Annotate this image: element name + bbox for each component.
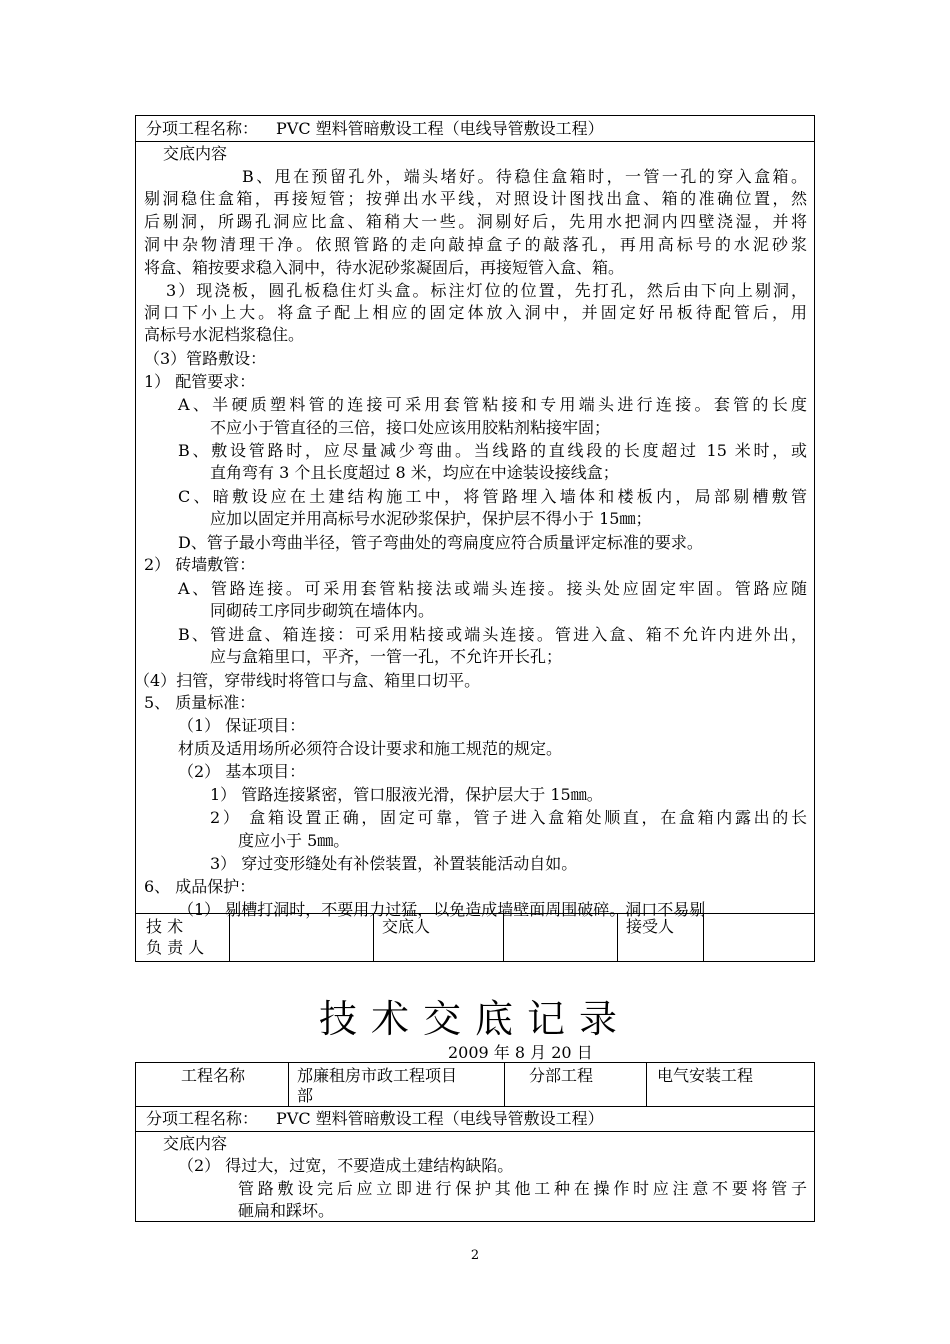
receiver-label: 接受人	[626, 917, 675, 936]
content-line: 2） 砖墙敷管：	[144, 555, 256, 574]
content-line: 洞口下小上大。将盒子配上相应的固定体放入洞中，并固定好吊板待配管后，用	[144, 303, 807, 322]
content-line: A、管路连接。可采用套管粘接法或端头连接。接头处应固定牢固。管路应随	[178, 579, 807, 598]
record-date: 2009 年 8 月 20 日	[448, 1043, 593, 1062]
division-value: 电气安装工程	[657, 1066, 754, 1085]
content-line: 后剔洞，所踢孔洞应比盒、箱稍大一些。洞剔好后，先用水把洞内四壁浇湿，并将	[144, 212, 807, 231]
content-line: 5、 质量标准：	[144, 693, 256, 712]
handover-label: 交底人	[382, 917, 431, 936]
subitem-value: PVC 塑料管暗敷设工程（电线导管敷设工程）	[276, 1109, 604, 1128]
project-value-cell	[288, 1063, 504, 1106]
division-label-cell	[504, 1063, 646, 1106]
signature-row	[136, 914, 814, 961]
content-line: 6、 成品保护：	[144, 877, 256, 896]
content-line: 直角弯有 3 个且长度超过 8 米，均应在中途装设接线盒；	[210, 463, 619, 482]
record-title: 技术交底记录	[318, 997, 631, 1041]
content-line: 2） 盒箱设置正确，固定可靠，管子进入盒箱处顺直，在盒箱内露出的长	[210, 808, 807, 827]
content-line: （4）扫管，穿带线时将管口与盒、箱里口切平。	[134, 671, 481, 690]
content-line: 高标号水泥档浆稳住。	[144, 325, 305, 344]
content-line: B、管进盒、箱连接：可采用粘接或端头连接。管进入盒、箱不允许内进外出，	[178, 625, 807, 644]
content-line: 应与盒箱里口，平齐，一管一孔，不允许开长孔；	[210, 647, 563, 666]
content-line: 3）现浇板，圆孔板稳住灯头盒。标注灯位的位置，先打孔，然后由下向上剔洞，	[166, 281, 807, 300]
content-line: 管路敷设完后应立即进行保护其他工种在操作时应注意不要将管子	[238, 1179, 807, 1198]
content-line: （3）管路敷设：	[144, 349, 267, 368]
content-line: 同砌砖工序同步砌筑在墙体内。	[210, 601, 435, 620]
project-row	[136, 1063, 814, 1107]
content-line: B、甩在预留孔外，端头堵好。待稳住盒箱时，一管一孔的穿入盒箱。	[242, 167, 807, 186]
content-line: 1） 配管要求：	[144, 372, 256, 391]
content-heading: 交底内容	[163, 144, 228, 163]
subitem-row	[136, 1107, 814, 1132]
project-label: 工程名称	[181, 1066, 246, 1085]
content-line: B、敷设管路时，应尽量减少弯曲。当线路的直线段的长度超过 15 米时，或	[178, 441, 807, 460]
tech-lead-value-cell	[229, 914, 373, 961]
content-line: D、管子最小弯曲半径，管子弯曲处的弯扁度应符合质量评定标准的要求。	[178, 533, 703, 552]
content-line: 砸扁和踩坏。	[238, 1201, 335, 1220]
content-line: 3） 穿过变形缝处有补偿装置，补置装能活动自如。	[210, 854, 578, 873]
content-line: 剔洞稳住盒箱，再接短管；按弹出水平线，对照设计图找出盒、箱的准确位置，然	[144, 189, 807, 208]
content-line: （1） 保证项目：	[178, 716, 306, 735]
content-line: 材质及适用场所必须符合设计要求和施工规范的规定。	[178, 739, 563, 758]
handover-value-cell	[503, 914, 617, 961]
handover-label-cell	[373, 914, 503, 961]
content-line: 将盒、箱按要求稳入洞中，待水泥砂浆凝固后，再接短管入盒、箱。	[144, 258, 625, 277]
content-line: （2） 得过大，过宽，不要造成土建结构缺陷。	[178, 1156, 514, 1175]
project-value-line2: 部	[297, 1086, 314, 1105]
content-line: 1） 管路连接紧密，管口服液光滑，保护层大于 15㎜。	[210, 785, 603, 804]
technical-disclosure-table-2	[135, 1062, 815, 1222]
subitem-row	[136, 116, 814, 142]
subitem-label: 分项工程名称：	[146, 1109, 259, 1128]
tech-lead-label-cell	[136, 914, 229, 961]
subitem-value: PVC 塑料管暗敷设工程（电线导管敷设工程）	[276, 119, 604, 138]
division-value-cell	[646, 1063, 814, 1106]
receiver-value-cell	[703, 914, 814, 961]
content-row	[134, 142, 814, 919]
tech-lead-label-line1: 技 术	[146, 917, 184, 936]
division-label: 分部工程	[529, 1066, 594, 1085]
subitem-label: 分项工程名称：	[146, 119, 259, 138]
project-label-cell	[136, 1063, 288, 1106]
content-row	[136, 1132, 814, 1221]
content-line: 洞中杂物清理干净。依照管路的走向敲掉盒子的敲落孔，再用高标号的水泥砂浆	[144, 235, 807, 254]
content-line: （1） 剔槽打洞时，不要用力过猛，以免造成墙壁面周围破碎。洞口不易剔	[178, 900, 706, 919]
receiver-label-cell	[617, 914, 703, 961]
content-line: A、半硬质塑料管的连接可采用套管粘接和专用端头进行连接。套管的长度	[178, 395, 807, 414]
tech-lead-label-line2: 负 责 人	[146, 938, 205, 957]
content-line: C、暗敷设应在土建结构施工中，将管路埋入墙体和楼板内，局部剔槽敷管	[178, 487, 807, 506]
content-line: 应加以固定并用高标号水泥砂浆保护，保护层不得小于 15㎜；	[210, 509, 652, 528]
content-line: （2） 基本项目：	[178, 762, 306, 781]
page-number: 2	[470, 1248, 480, 1263]
content-line: 度应小于 5㎜。	[238, 831, 350, 850]
technical-disclosure-table-1	[135, 115, 815, 962]
content-heading: 交底内容	[163, 1134, 228, 1153]
project-value-line1: 邡廉租房市政工程项目	[297, 1066, 458, 1085]
content-line: 不应小于管直径的三倍，接口处应该用胶粘剂粘接牢固；	[210, 418, 611, 437]
